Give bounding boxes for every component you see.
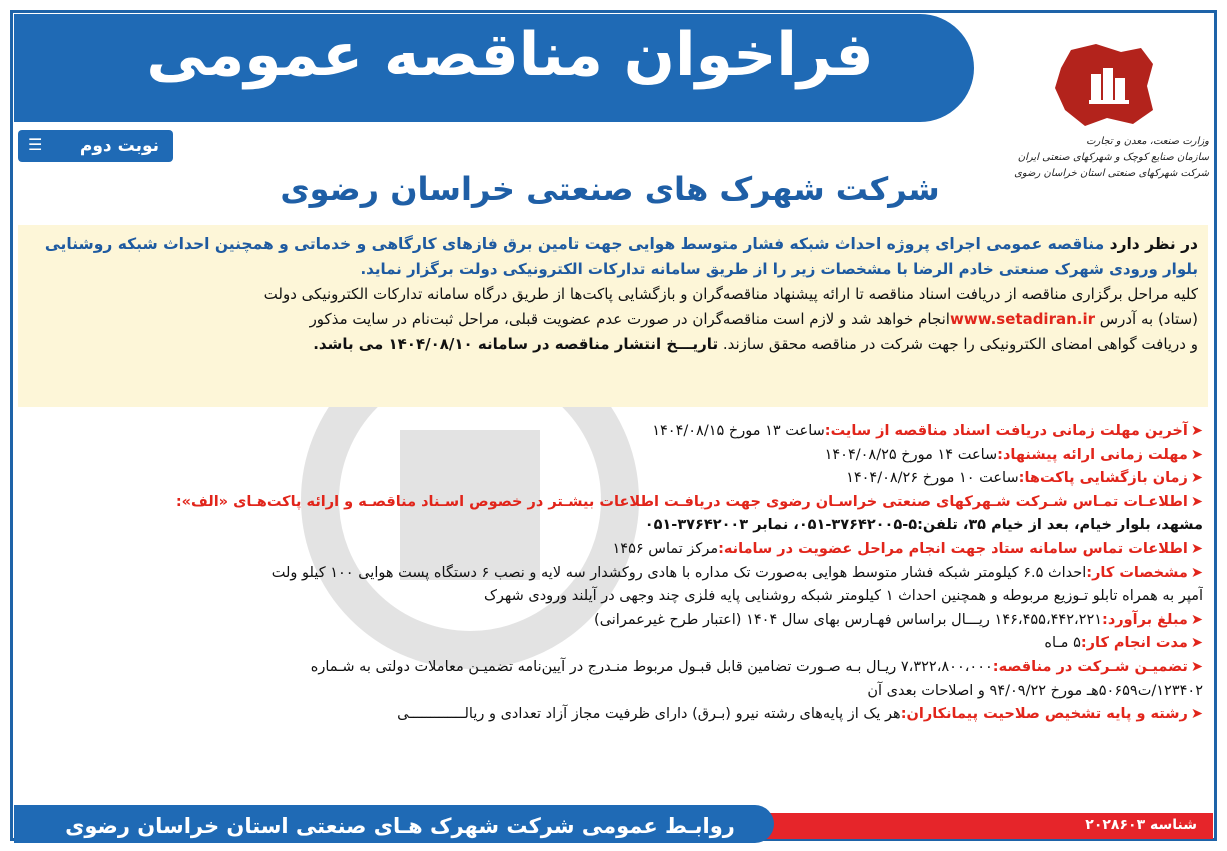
page-title: فراخوان مناقصه عمومی [146, 20, 874, 90]
intro-line-4 [18, 307, 1208, 332]
list-item [18, 609, 1203, 633]
list-item [18, 491, 1203, 515]
logo-caption [999, 134, 1209, 182]
round-badge-label: نوبت دوم [79, 136, 159, 156]
logo-caption-line: سازمان صنایع کوچک و شهرکهای صنعتی ایران [1017, 152, 1209, 163]
intro-address-rest: انجام خواهد شد و لازم است مناقصه‌گران در صورت عدم عضویت قبلی، مراحل ثبت‌نام در سایت مذکور [309, 310, 950, 328]
item-value: مرکز تماس ۱۴۵۶ [612, 540, 719, 557]
arrow-bullet-icon: ➤ [1190, 658, 1203, 675]
arrow-bullet-icon: ➤ [1190, 470, 1203, 487]
intro-subject: مناقصه عمومی اجرای پروژه احداث شبکه فشار متوسط هوایی جهت تامین برق فازهای کارگاهی و خدماتی و همچنین احداث شبکه روشنایی [44, 235, 1105, 253]
item-key: تضمیـن شـرکت در مناقصه: [992, 658, 1188, 675]
list-item [18, 514, 1203, 538]
list-item [18, 467, 1203, 491]
logo-caption-line: وزارت صنعت، معدن و تجارت [1086, 136, 1209, 147]
item-value: ساعت ۱۴ مورخ ۱۴۰۴/۰۸/۲۵ [824, 446, 998, 463]
publish-date-note: تاریـــخ انتشار مناقصه در سامانه ۱۴۰۴/۰۸/۱۰ می باشد. [313, 335, 719, 353]
list-item [18, 420, 1203, 444]
intro-box [18, 225, 1208, 407]
item-key: مبلغ برآورد: [1102, 611, 1188, 628]
list-item [18, 656, 1203, 680]
arrow-bullet-icon: ➤ [1190, 540, 1203, 557]
item-key: اطلاعـات تمـاس شـرکت شـهرکهای صنعتی خراسـان رضوی جهت دریافـت اطلاعات بیشـتر در خصوص اسـناد مناقصـه و ارائه پاکت‌هـای «الف»: [175, 493, 1188, 510]
item-value: ساعت ۱۰ مورخ ۱۴۰۴/۰۸/۲۶ [846, 470, 1019, 487]
list-item [18, 632, 1203, 656]
setadiran-link[interactable]: www.setadiran.ir [949, 310, 1096, 328]
footer-public-relations: روابـط عمومی شرکت شهرک هـای صنعتی استان خراسان رضوی [65, 814, 735, 838]
arrow-bullet-icon: ➤ [1190, 446, 1203, 463]
arrow-bullet-icon: ➤ [1190, 493, 1203, 510]
iran-map-logo-icon [1041, 40, 1161, 130]
arrow-bullet-icon: ➤ [1190, 706, 1203, 723]
item-key: مشخصات کار: [1086, 564, 1188, 581]
list-item [18, 444, 1203, 468]
arrow-bullet-icon: ➤ [1190, 423, 1203, 439]
intro-line-2: بلوار ورودی شهرک صنعتی خادم الرضا با مشخصات زیر را از طریق سامانه تدارکات الکترونیکی دولت برگزار نماید. [360, 260, 1198, 278]
item-value: ۵ مـاه [1044, 635, 1081, 652]
tender-details-list [18, 420, 1203, 727]
item-value: ۱۲۳۴۰۲/ت۵۰۶۵۹هـ مورخ ۹۴/۰۹/۲۲ و اصلاحات بعدی آن [867, 682, 1203, 699]
list-item [18, 703, 1203, 727]
item-key: اطلاعات تماس سامانه ستاد جهت انجام مراحل عضویت در سامانه: [718, 540, 1188, 557]
list-item [18, 538, 1203, 562]
item-value: احداث ۶.۵ کیلومتر شبکه فشار متوسط هوایی به‌صورت تک مداره با هادی روکشدار سه لایه و نصب ۶ دستگاه پست هوایی ۱۰۰ کیلو ولت [271, 564, 1087, 581]
arrow-bullet-icon: ➤ [1190, 564, 1203, 581]
arrow-bullet-icon: ➤ [1190, 611, 1203, 628]
organization-logo [999, 40, 1209, 220]
item-key: آخرین مهلت زمانی دریافت اسناد مناقصه از سایت: [824, 423, 1188, 439]
logo-caption-line: شرکت شهرکهای صنعتی استان خراسان رضوی [1014, 168, 1209, 179]
item-value: آمپر به همراه تابلو تـوزیع مربوطه و همچنین احداث ۱ کیلومتر شبکه روشنایی پایه فلزی چند وجهی در آیلند ورودی شهرک [483, 588, 1203, 605]
intro-line-5 [18, 332, 1208, 357]
contact-address: مشهد، بلوار خیام، بعد از خیام ۳۵، تلفن:۵-۳۷۶۴۲۰۰۵-۰۵۱، نمابر ۳۷۶۴۲۰۰۳-۰۵۱ [644, 517, 1203, 534]
notice-id: شناسه ۲۰۲۸۶۰۳ [1085, 817, 1197, 833]
item-value: هر یک از پایه‌های رشته نیرو (بـرق) دارای ظرفیت مجاز آزاد تعدادی و ریالـــــــــــــی [397, 706, 901, 723]
item-key: مدت انجام کار: [1080, 635, 1188, 652]
list-item [18, 585, 1203, 609]
intro-prefix: در نظر دارد [1109, 235, 1198, 253]
company-name: شرکت شهرک های صنعتی خراسان رضوی [280, 170, 940, 208]
item-key: زمان بازگشایی پاکت‌ها: [1018, 470, 1188, 487]
item-value: ساعت ۱۳ مورخ ۱۴۰۴/۰۸/۱۵ [652, 423, 825, 439]
intro-signature-note: و دریافت گواهی امضای الکترونیکی را جهت شرکت در مناقصه محقق سازند. [722, 335, 1198, 353]
item-value: ۱۴۶،۴۵۵،۴۴۲،۲۲۱ ریـــال براساس فهـارس بهای سال ۱۴۰۴ (اعتبار طرح غیرعمرانی) [594, 611, 1103, 628]
intro-line-3: کلیه مراحل برگزاری مناقصه از دریافت اسناد مناقصه تا ارائه پیشنهاد مناقصه‌گران و بازگشایی پاکت‌ها از طریق درگاه سامانه تدارکات الکترونیکی دولت [263, 285, 1198, 303]
arrow-bullet-icon: ➤ [1190, 635, 1203, 652]
menu-lines-icon: ☰ [28, 135, 43, 154]
list-item [18, 680, 1203, 704]
item-key: رشته و پایه تشخیص صلاحیت پیمانکاران: [900, 706, 1188, 723]
intro-address-label: (ستاد) به آدرس [1099, 310, 1198, 328]
list-item [18, 562, 1203, 586]
round-badge [18, 130, 173, 162]
intro-line-1 [18, 225, 1208, 257]
item-key: مهلت زمانی ارائه پیشنهاد: [997, 446, 1188, 463]
item-value: ۷،۳۲۲،۸۰۰،۰۰۰ ریـال بـه صـورت تضامین قابل قبـول مربوط منـدرج در آیین‌نامه تضمیـن معاملات دولتی به شـماره [310, 658, 993, 675]
